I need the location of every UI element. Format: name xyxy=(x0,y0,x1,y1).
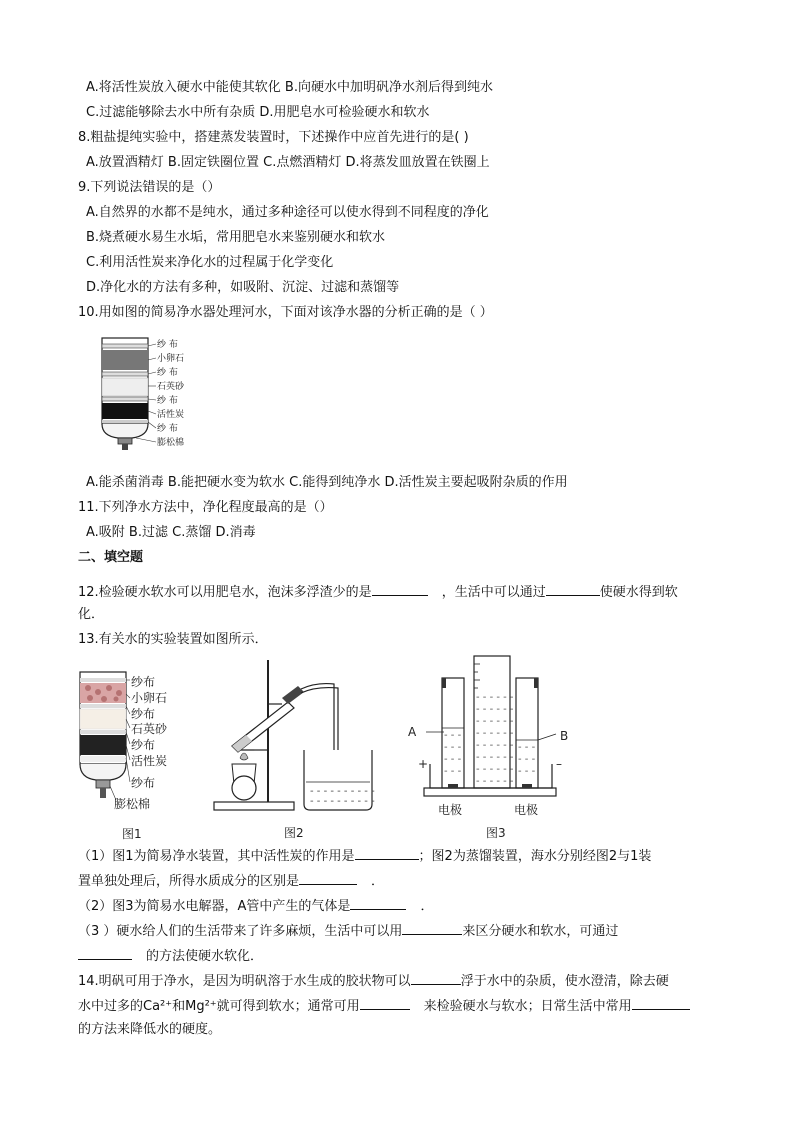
q13-sub3-line-2 xyxy=(78,946,263,966)
svg-text:- - - - - -: - - - - - - xyxy=(476,704,514,715)
q9-option-d: D.净化水的方法有多种，如吸附、沉淀、过滤和蒸馏等 xyxy=(86,280,400,295)
svg-text:- - - - - - - - - -: - - - - - - - - - - xyxy=(310,786,375,797)
q10-label-gauze-4: 纱 布 xyxy=(157,424,178,434)
svg-text:- - - - - -: - - - - - - xyxy=(476,764,514,775)
svg-text:- - -: - - - xyxy=(444,742,462,753)
q13-sub1-text-1: （1）图1为简易净水装置，其中活性炭的作用是 xyxy=(78,849,355,864)
q13-fig1-label-gauze-4: 纱布 xyxy=(131,776,156,790)
q14-text-3: 水中过多的Ca²⁺和Mg²⁺就可得到软水；通常可用 xyxy=(78,999,360,1014)
q12-text-3: 使硬水得到软 xyxy=(599,585,678,600)
q10-options: A.能杀菌消毒 B.能把硬水变为软水 C.能得到纯净水 D.活性炭主要起吸附杂质的作用 xyxy=(86,475,568,490)
svg-text:- - - - - -: - - - - - - xyxy=(476,776,514,787)
q7-options-ab: A.将活性炭放入硬水中能使其软化 B.向硬水中加明矾净水剂后得到纯水 xyxy=(86,80,493,95)
svg-text:- - - - - -: - - - - - - xyxy=(476,740,514,751)
q13-sub3-text-1: （3 ）硬水给人们的生活带来了许多麻烦，生活中可以用 xyxy=(78,924,403,939)
section-title-fill-in: 二、填空题 xyxy=(78,550,144,565)
q13-fig3-caption: 图3 xyxy=(486,826,506,840)
q12-text-1: 12.检验硬水软水可以用肥皂水，泡沫多浮渣少的是 xyxy=(78,585,372,600)
q13-sub2-line xyxy=(78,896,433,916)
q8-stem: 8.粗盐提纯实验中，搭建蒸发装置时，下述操作中应首先进行的是( ) xyxy=(78,130,469,145)
q12-line-2: 化． xyxy=(78,607,105,622)
svg-text:- - - - - -: - - - - - - xyxy=(476,716,514,727)
q10-label-pebbles: 小卵石 xyxy=(157,354,185,364)
q13-fig3-electrode-1: 电极 xyxy=(438,803,463,817)
q13-fig2-caption: 图2 xyxy=(284,826,304,840)
svg-text:- - -: - - - xyxy=(444,754,462,765)
q14-blank-1[interactable] xyxy=(411,971,461,985)
q13-sub3-text-2: 来区分硬水和软水，可通过 xyxy=(462,924,619,939)
q9-option-b: B.烧煮硬水易生水垢，常用肥皂水来鉴别硬水和软水 xyxy=(86,230,386,245)
q12-blank-1[interactable] xyxy=(372,582,428,596)
q14-text-2: 浮于水中的杂质，使水澄清，除去硬 xyxy=(460,974,669,989)
q13-sub2-blank[interactable] xyxy=(350,896,406,910)
q14-line-2 xyxy=(78,996,690,1016)
q13-fig1-label-quartz-sand: 石英砂 xyxy=(131,722,168,736)
q10-label-gauze-3: 纱 布 xyxy=(157,396,178,406)
svg-text:- - -: - - - xyxy=(518,742,536,753)
q9-stem: 9.下列说法错误的是（） xyxy=(78,180,221,195)
q13-sub1-text-4: ． xyxy=(371,874,385,889)
q13-sub1-line-2 xyxy=(78,871,384,891)
svg-text:- - - - - - - - - -: - - - - - - - - - - xyxy=(310,796,375,807)
q14-blank-3[interactable] xyxy=(632,996,690,1010)
q12-line-1 xyxy=(78,582,678,602)
q13-figure-1-water-filter xyxy=(76,666,186,846)
q13-fig1-label-cotton: 膨松棉 xyxy=(114,797,151,811)
svg-text:- - -: - - - xyxy=(518,766,536,777)
q11-stem: 11.下列净水方法中，净化程度最高的是（） xyxy=(78,500,333,515)
q10-label-gauze-1: 纱 布 xyxy=(157,340,178,350)
q12-text-2: ，生活中可以通过 xyxy=(441,585,546,600)
q10-label-quartz-sand: 石英砂 xyxy=(157,382,185,392)
q10-water-filter-figure xyxy=(96,334,206,464)
q8-options: A.放置酒精灯 B.固定铁圈位置 C.点燃酒精灯 D.将蒸发皿放置在铁圈上 xyxy=(86,155,490,170)
q13-fig1-label-gauze-3: 纱布 xyxy=(131,738,156,752)
q13-fig1-label-activated-carbon: 活性炭 xyxy=(131,754,168,768)
svg-text:- - - - - -: - - - - - - xyxy=(476,692,514,703)
q13-fig3-label-b: B xyxy=(560,729,569,743)
q13-fig1-caption: 图1 xyxy=(122,827,142,841)
svg-text:- - -: - - - xyxy=(444,766,462,777)
q13-sub3-text-3: 的方法使硬水软化． xyxy=(146,949,264,964)
q14-blank-2[interactable] xyxy=(360,996,410,1010)
q7-options-cd: C.过滤能够除去水中所有杂质 D.用肥皂水可检验硬水和软水 xyxy=(86,105,430,120)
q10-label-activated-carbon: 活性炭 xyxy=(157,410,185,420)
q13-sub3-blank-1[interactable] xyxy=(402,921,462,935)
q13-figure-3-electrolysis xyxy=(404,654,576,844)
q13-fig3-plus: + xyxy=(418,757,429,771)
q13-fig3-electrode-2: 电极 xyxy=(514,803,539,817)
q13-sub1-line-1 xyxy=(78,846,651,866)
q9-option-c: C.利用活性炭来净化水的过程属于化学变化 xyxy=(86,255,334,270)
svg-text:- - -: - - - xyxy=(518,754,536,765)
q14-text-1: 14.明矾可用于净水，是因为明矾溶于水生成的胶状物可以 xyxy=(78,974,411,989)
svg-text:- - - - - -: - - - - - - xyxy=(476,728,514,739)
q10-label-cotton: 膨松棉 xyxy=(157,438,185,448)
q14-line-1 xyxy=(78,971,669,991)
q13-sub1-blank-1[interactable] xyxy=(355,846,419,860)
q10-stem: 10.用如图的简易净水器处理河水，下面对该净水器的分析正确的是（ ） xyxy=(78,305,493,320)
q9-option-a: A.自然界的水都不是纯水，通过多种途径可以使水得到不同程度的净化 xyxy=(86,205,489,220)
q13-fig3-label-a: A xyxy=(408,725,417,739)
q13-sub1-blank-2[interactable] xyxy=(299,871,357,885)
q13-fig1-label-gauze-1: 纱布 xyxy=(131,675,156,689)
q13-sub2-text-2: ． xyxy=(420,899,434,914)
q13-figure-2-distillation xyxy=(206,654,386,844)
q11-options: A.吸附 B.过滤 C.蒸馏 D.消毒 xyxy=(86,525,256,540)
q10-label-gauze-2: 纱 布 xyxy=(157,368,178,378)
q14-line-3: 的方法来降低水的硬度。 xyxy=(78,1022,222,1037)
svg-text:- - - - - -: - - - - - - xyxy=(476,752,514,763)
q13-sub1-text-2: ；图2为蒸馏装置，海水分别经图2与1装 xyxy=(418,849,652,864)
svg-text:- - -: - - - xyxy=(444,730,462,741)
q14-text-4: 来检验硬水与软水；日常生活中常用 xyxy=(423,999,632,1014)
q13-stem: 13.有关水的实验装置如图所示． xyxy=(78,632,268,647)
q13-fig1-label-pebbles: 小卵石 xyxy=(131,691,168,705)
q13-fig1-label-gauze-2: 纱布 xyxy=(131,707,156,721)
q13-sub3-line-1 xyxy=(78,921,618,941)
q13-sub2-text-1: （2）图3为简易水电解器，A管中产生的气体是 xyxy=(78,899,351,914)
q12-blank-2[interactable] xyxy=(546,582,600,596)
q13-sub3-blank-2[interactable] xyxy=(78,946,132,960)
q13-fig3-minus: – xyxy=(556,757,562,771)
q13-sub1-text-3: 置单独处理后，所得水质成分的区别是 xyxy=(78,874,300,889)
